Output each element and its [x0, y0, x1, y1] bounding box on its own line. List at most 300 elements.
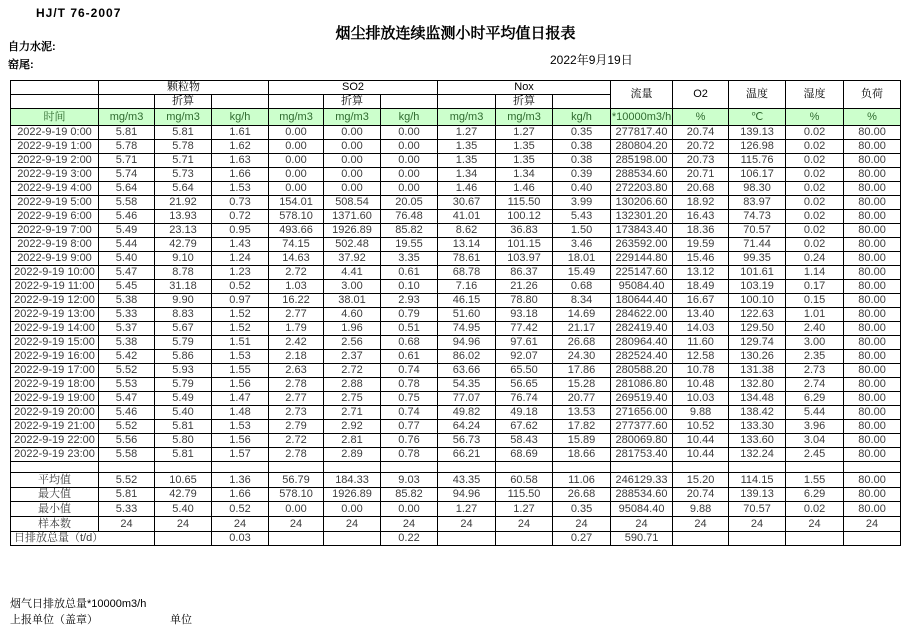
value-cell: 10.78: [673, 364, 729, 378]
value-cell: 24: [611, 517, 673, 532]
value-cell: 2.92: [324, 420, 381, 434]
value-cell: 5.38: [99, 336, 155, 350]
value-cell: 80.00: [844, 294, 901, 308]
value-cell: 1.55: [212, 364, 269, 378]
value-cell: 5.47: [99, 392, 155, 406]
group-flow: 流量: [611, 81, 673, 109]
value-cell: 0.39: [553, 168, 611, 182]
value-cell: 0.02: [786, 210, 844, 224]
value-cell: 46.15: [438, 294, 496, 308]
value-cell: 77.42: [496, 322, 553, 336]
value-cell: 1.03: [269, 280, 324, 294]
value-cell: 139.13: [729, 126, 786, 140]
value-cell: 1.24: [212, 252, 269, 266]
value-cell: 0.52: [212, 502, 269, 517]
value-cell: 1371.60: [324, 210, 381, 224]
value-cell: 0.24: [786, 252, 844, 266]
value-cell: 132.80: [729, 378, 786, 392]
conv-label: 折算: [324, 95, 381, 109]
value-cell: 1.36: [212, 473, 269, 488]
value-cell: 1.51: [212, 336, 269, 350]
value-cell: 115.50: [496, 196, 553, 210]
value-cell: 68.69: [496, 448, 553, 462]
value-cell: 5.71: [155, 154, 212, 168]
value-cell: 0.00: [269, 182, 324, 196]
value-cell: 2.73: [269, 406, 324, 420]
value-cell: 8.78: [155, 266, 212, 280]
value-cell: 282524.40: [611, 350, 673, 364]
value-cell: 24: [155, 517, 212, 532]
report-date: 2022年9月19日: [550, 53, 633, 67]
value-cell: 80.00: [844, 196, 901, 210]
value-cell: 8.62: [438, 224, 496, 238]
value-cell: 0.00: [269, 168, 324, 182]
time-cell: 2022-9-19 14:00: [11, 322, 99, 336]
value-cell: 101.61: [729, 266, 786, 280]
value-cell: 0.38: [553, 140, 611, 154]
value-cell: 10.03: [673, 392, 729, 406]
value-cell: [496, 531, 553, 545]
value-cell: 0.00: [324, 154, 381, 168]
value-cell: 493.66: [269, 224, 324, 238]
time-header: 时间: [11, 109, 99, 126]
value-cell: 1.27: [496, 126, 553, 140]
value-cell: 86.02: [438, 350, 496, 364]
time-cell: 2022-9-19 15:00: [11, 336, 99, 350]
value-cell: 2.37: [324, 350, 381, 364]
value-cell: 9.88: [673, 502, 729, 517]
value-cell: 106.17: [729, 168, 786, 182]
value-cell: 19.55: [381, 238, 438, 252]
value-cell: 0.02: [786, 224, 844, 238]
value-cell: 9.10: [155, 252, 212, 266]
value-cell: 0.00: [324, 126, 381, 140]
value-cell: 9.03: [381, 473, 438, 488]
value-cell: 56.79: [269, 473, 324, 488]
value-cell: 1.35: [438, 154, 496, 168]
value-cell: 0.17: [786, 280, 844, 294]
value-cell: 16.67: [673, 294, 729, 308]
value-cell: 80.00: [844, 392, 901, 406]
value-cell: 49.82: [438, 406, 496, 420]
value-cell: 281753.40: [611, 448, 673, 462]
value-cell: 282419.40: [611, 322, 673, 336]
table-row: [11, 182, 901, 196]
value-cell: 2.74: [786, 378, 844, 392]
value-cell: 271656.00: [611, 406, 673, 420]
summary-row: [11, 487, 901, 502]
value-cell: 2.56: [324, 336, 381, 350]
value-cell: 5.81: [99, 487, 155, 502]
value-cell: 5.78: [99, 140, 155, 154]
value-cell: 2.42: [269, 336, 324, 350]
value-cell: 1.46: [438, 182, 496, 196]
blank-cell: [496, 462, 553, 473]
value-cell: 133.60: [729, 434, 786, 448]
blank-cell: [99, 462, 155, 473]
value-cell: 0.02: [786, 140, 844, 154]
value-cell: 5.43: [553, 210, 611, 224]
value-cell: 1.56: [212, 434, 269, 448]
time-cell: 2022-9-19 20:00: [11, 406, 99, 420]
value-cell: 0.52: [212, 280, 269, 294]
value-cell: 0.00: [324, 168, 381, 182]
value-cell: 0.72: [212, 210, 269, 224]
value-cell: 38.01: [324, 294, 381, 308]
value-cell: 20.77: [553, 392, 611, 406]
value-cell: 5.86: [155, 350, 212, 364]
value-cell: 8.34: [553, 294, 611, 308]
value-cell: 80.00: [844, 280, 901, 294]
value-cell: 126.98: [729, 140, 786, 154]
time-cell: 2022-9-19 21:00: [11, 420, 99, 434]
value-cell: 130.26: [729, 350, 786, 364]
value-cell: 1.96: [324, 322, 381, 336]
value-cell: 6.29: [786, 392, 844, 406]
time-cell: 2022-9-19 13:00: [11, 308, 99, 322]
value-cell: 19.59: [673, 238, 729, 252]
value-cell: 0.00: [269, 502, 324, 517]
value-cell: 5.38: [99, 294, 155, 308]
value-cell: [729, 531, 786, 545]
value-cell: 24: [212, 517, 269, 532]
value-cell: 280069.80: [611, 434, 673, 448]
value-cell: 37.92: [324, 252, 381, 266]
value-cell: 1.27: [496, 502, 553, 517]
value-cell: 2.18: [269, 350, 324, 364]
table-row: [11, 392, 901, 406]
value-cell: 1.48: [212, 406, 269, 420]
value-cell: 14.63: [269, 252, 324, 266]
value-cell: 71.44: [729, 238, 786, 252]
value-cell: 0.02: [786, 182, 844, 196]
value-cell: 42.79: [155, 487, 212, 502]
value-cell: 80.00: [844, 473, 901, 488]
value-cell: 1.34: [496, 168, 553, 182]
value-cell: 2.77: [269, 308, 324, 322]
value-cell: 65.50: [496, 364, 553, 378]
blank-cell: [269, 95, 324, 109]
corner-cell: [11, 81, 99, 95]
value-cell: 16.43: [673, 210, 729, 224]
value-cell: 5.80: [155, 434, 212, 448]
value-cell: 0.02: [786, 154, 844, 168]
value-cell: 80.00: [844, 448, 901, 462]
value-cell: 0.02: [786, 238, 844, 252]
spacer-row: [11, 462, 901, 473]
value-cell: 1.35: [496, 140, 553, 154]
value-cell: 3.99: [553, 196, 611, 210]
value-cell: 5.44: [786, 406, 844, 420]
table-row: [11, 126, 901, 140]
value-cell: 0.00: [381, 140, 438, 154]
value-cell: 1.52: [212, 308, 269, 322]
value-cell: 0.00: [269, 140, 324, 154]
value-cell: 3.04: [786, 434, 844, 448]
value-cell: 3.46: [553, 238, 611, 252]
value-cell: 2.45: [786, 448, 844, 462]
value-cell: 80.00: [844, 434, 901, 448]
value-cell: 5.79: [155, 378, 212, 392]
value-cell: 23.13: [155, 224, 212, 238]
blank-cell: [611, 462, 673, 473]
value-cell: 2.93: [381, 294, 438, 308]
value-cell: 51.60: [438, 308, 496, 322]
value-cell: 80.00: [844, 502, 901, 517]
value-cell: 74.73: [729, 210, 786, 224]
value-cell: 80.00: [844, 420, 901, 434]
value-cell: 94.96: [438, 487, 496, 502]
value-cell: 1.47: [212, 392, 269, 406]
time-cell: 2022-9-19 6:00: [11, 210, 99, 224]
time-cell: 2022-9-19 3:00: [11, 168, 99, 182]
time-cell: 2022-9-19 9:00: [11, 252, 99, 266]
value-cell: 5.58: [99, 196, 155, 210]
value-cell: 1.23: [212, 266, 269, 280]
value-cell: 8.83: [155, 308, 212, 322]
value-cell: 0.75: [381, 392, 438, 406]
value-cell: 131.38: [729, 364, 786, 378]
value-cell: 0.00: [381, 126, 438, 140]
value-cell: 0.51: [381, 322, 438, 336]
value-cell: 5.52: [99, 420, 155, 434]
blank-cell: [438, 95, 496, 109]
blank-cell: [729, 462, 786, 473]
value-cell: 2.63: [269, 364, 324, 378]
value-cell: 138.42: [729, 406, 786, 420]
table-body: [11, 126, 901, 546]
value-cell: 0.73: [212, 196, 269, 210]
value-cell: 15.49: [553, 266, 611, 280]
table-row: [11, 224, 901, 238]
table-row: [11, 364, 901, 378]
value-cell: 80.00: [844, 210, 901, 224]
value-cell: 5.93: [155, 364, 212, 378]
value-cell: 2.72: [324, 364, 381, 378]
value-cell: 229144.80: [611, 252, 673, 266]
value-cell: 80.00: [844, 406, 901, 420]
value-cell: 5.58: [99, 448, 155, 462]
value-cell: 4.41: [324, 266, 381, 280]
value-cell: 10.52: [673, 420, 729, 434]
value-cell: 5.81: [155, 448, 212, 462]
value-cell: 5.52: [99, 364, 155, 378]
value-cell: 20.73: [673, 154, 729, 168]
value-cell: [269, 531, 324, 545]
value-cell: 2.78: [269, 378, 324, 392]
conv-label: 折算: [155, 95, 212, 109]
value-cell: 18.01: [553, 252, 611, 266]
value-cell: 10.44: [673, 434, 729, 448]
value-cell: 95084.40: [611, 502, 673, 517]
value-cell: 0.40: [553, 182, 611, 196]
value-cell: 67.62: [496, 420, 553, 434]
value-cell: [155, 531, 212, 545]
value-cell: 26.68: [553, 336, 611, 350]
value-cell: 129.50: [729, 322, 786, 336]
value-cell: 1.14: [786, 266, 844, 280]
value-cell: 134.48: [729, 392, 786, 406]
value-cell: 24: [438, 517, 496, 532]
blank-cell: [553, 95, 611, 109]
value-cell: 3.35: [381, 252, 438, 266]
table-row: [11, 322, 901, 336]
value-cell: 24: [99, 517, 155, 532]
value-cell: 5.42: [99, 350, 155, 364]
value-cell: 5.67: [155, 322, 212, 336]
value-cell: 24: [729, 517, 786, 532]
page-title: 烟尘排放连续监测小时平均值日报表: [335, 25, 576, 42]
time-cell: 2022-9-19 17:00: [11, 364, 99, 378]
blank-cell: [553, 462, 611, 473]
value-cell: 21.92: [155, 196, 212, 210]
value-cell: 5.49: [99, 224, 155, 238]
value-cell: 5.52: [99, 473, 155, 488]
value-cell: 284622.00: [611, 308, 673, 322]
value-cell: 2.89: [324, 448, 381, 462]
time-cell: 2022-9-19 16:00: [11, 350, 99, 364]
value-cell: 24: [673, 517, 729, 532]
value-cell: 80.00: [844, 140, 901, 154]
value-cell: 24: [496, 517, 553, 532]
value-cell: 1.63: [212, 154, 269, 168]
location-label: 窑尾:: [8, 59, 34, 71]
value-cell: 5.33: [99, 308, 155, 322]
value-cell: 280588.20: [611, 364, 673, 378]
value-cell: 0.02: [786, 502, 844, 517]
value-cell: 12.58: [673, 350, 729, 364]
value-cell: 100.10: [729, 294, 786, 308]
value-cell: 99.35: [729, 252, 786, 266]
value-cell: 129.74: [729, 336, 786, 350]
value-cell: 74.95: [438, 322, 496, 336]
value-cell: 14.69: [553, 308, 611, 322]
value-cell: 11.06: [553, 473, 611, 488]
value-cell: 18.66: [553, 448, 611, 462]
value-cell: 132301.20: [611, 210, 673, 224]
time-cell: 2022-9-19 10:00: [11, 266, 99, 280]
value-cell: 54.35: [438, 378, 496, 392]
value-cell: 58.43: [496, 434, 553, 448]
value-cell: 272203.80: [611, 182, 673, 196]
value-cell: 277377.60: [611, 420, 673, 434]
time-cell: 2022-9-19 19:00: [11, 392, 99, 406]
time-cell: 2022-9-19 5:00: [11, 196, 99, 210]
value-cell: 13.53: [553, 406, 611, 420]
value-cell: 76.74: [496, 392, 553, 406]
value-cell: 74.15: [269, 238, 324, 252]
group-load: 负荷: [844, 81, 901, 109]
table-row: [11, 266, 901, 280]
time-cell: 2022-9-19 4:00: [11, 182, 99, 196]
value-cell: 18.92: [673, 196, 729, 210]
unit-cell: kg/h: [381, 109, 438, 126]
value-cell: 5.49: [155, 392, 212, 406]
value-cell: 80.00: [844, 168, 901, 182]
value-cell: 93.18: [496, 308, 553, 322]
value-cell: 285198.00: [611, 154, 673, 168]
table-row: [11, 448, 901, 462]
time-cell: 2022-9-19 11:00: [11, 280, 99, 294]
value-cell: 280804.20: [611, 140, 673, 154]
value-cell: 85.82: [381, 487, 438, 502]
value-cell: 3.00: [324, 280, 381, 294]
value-cell: 280964.40: [611, 336, 673, 350]
value-cell: 80.00: [844, 182, 901, 196]
value-cell: 80.00: [844, 350, 901, 364]
time-cell: 2022-9-19 7:00: [11, 224, 99, 238]
value-cell: 78.80: [496, 294, 553, 308]
value-cell: 26.68: [553, 487, 611, 502]
standard-number: HJ/T 76-2007: [36, 6, 122, 20]
value-cell: 0.79: [381, 308, 438, 322]
value-cell: 288534.60: [611, 487, 673, 502]
value-cell: 130206.60: [611, 196, 673, 210]
value-cell: 2.81: [324, 434, 381, 448]
value-cell: [844, 531, 901, 545]
unit-cell: mg/m3: [324, 109, 381, 126]
value-cell: 5.81: [155, 126, 212, 140]
value-cell: 0.10: [381, 280, 438, 294]
value-cell: 5.79: [155, 336, 212, 350]
unit-cell: mg/m3: [155, 109, 212, 126]
value-cell: 133.30: [729, 420, 786, 434]
blank-cell: [212, 95, 269, 109]
value-cell: 115.76: [729, 154, 786, 168]
value-cell: 24: [381, 517, 438, 532]
value-cell: 1.35: [496, 154, 553, 168]
value-cell: 77.07: [438, 392, 496, 406]
summary-row: [11, 502, 901, 517]
value-cell: 9.88: [673, 406, 729, 420]
value-cell: 0.00: [269, 126, 324, 140]
value-cell: [324, 531, 381, 545]
conv-label: 折算: [496, 95, 553, 109]
value-cell: 5.40: [99, 252, 155, 266]
value-cell: 0.02: [786, 168, 844, 182]
value-cell: 86.37: [496, 266, 553, 280]
value-cell: 2.78: [269, 448, 324, 462]
value-cell: 2.35: [786, 350, 844, 364]
blank-cell: [99, 95, 155, 109]
group-temp: 温度: [729, 81, 786, 109]
value-cell: 5.81: [155, 420, 212, 434]
value-cell: 590.71: [611, 531, 673, 545]
value-cell: [786, 531, 844, 545]
table-row: [11, 196, 901, 210]
value-cell: 14.03: [673, 322, 729, 336]
value-cell: 18.49: [673, 280, 729, 294]
group-nox: Nox: [438, 81, 611, 95]
value-cell: 114.15: [729, 473, 786, 488]
value-cell: 5.73: [155, 168, 212, 182]
value-cell: 502.48: [324, 238, 381, 252]
value-cell: 288534.60: [611, 168, 673, 182]
value-cell: 246129.33: [611, 473, 673, 488]
unit-cell: *10000m3/h: [611, 109, 673, 126]
blank-cell: [786, 462, 844, 473]
value-cell: 0.03: [212, 531, 269, 545]
value-cell: 78.61: [438, 252, 496, 266]
blank-cell: [11, 462, 99, 473]
value-cell: 42.79: [155, 238, 212, 252]
daily-total-label: 日排放总量（t/d）: [11, 531, 155, 545]
value-cell: 0.77: [381, 420, 438, 434]
value-cell: 63.66: [438, 364, 496, 378]
value-cell: 277817.40: [611, 126, 673, 140]
value-cell: 92.07: [496, 350, 553, 364]
value-cell: 0.78: [381, 448, 438, 462]
